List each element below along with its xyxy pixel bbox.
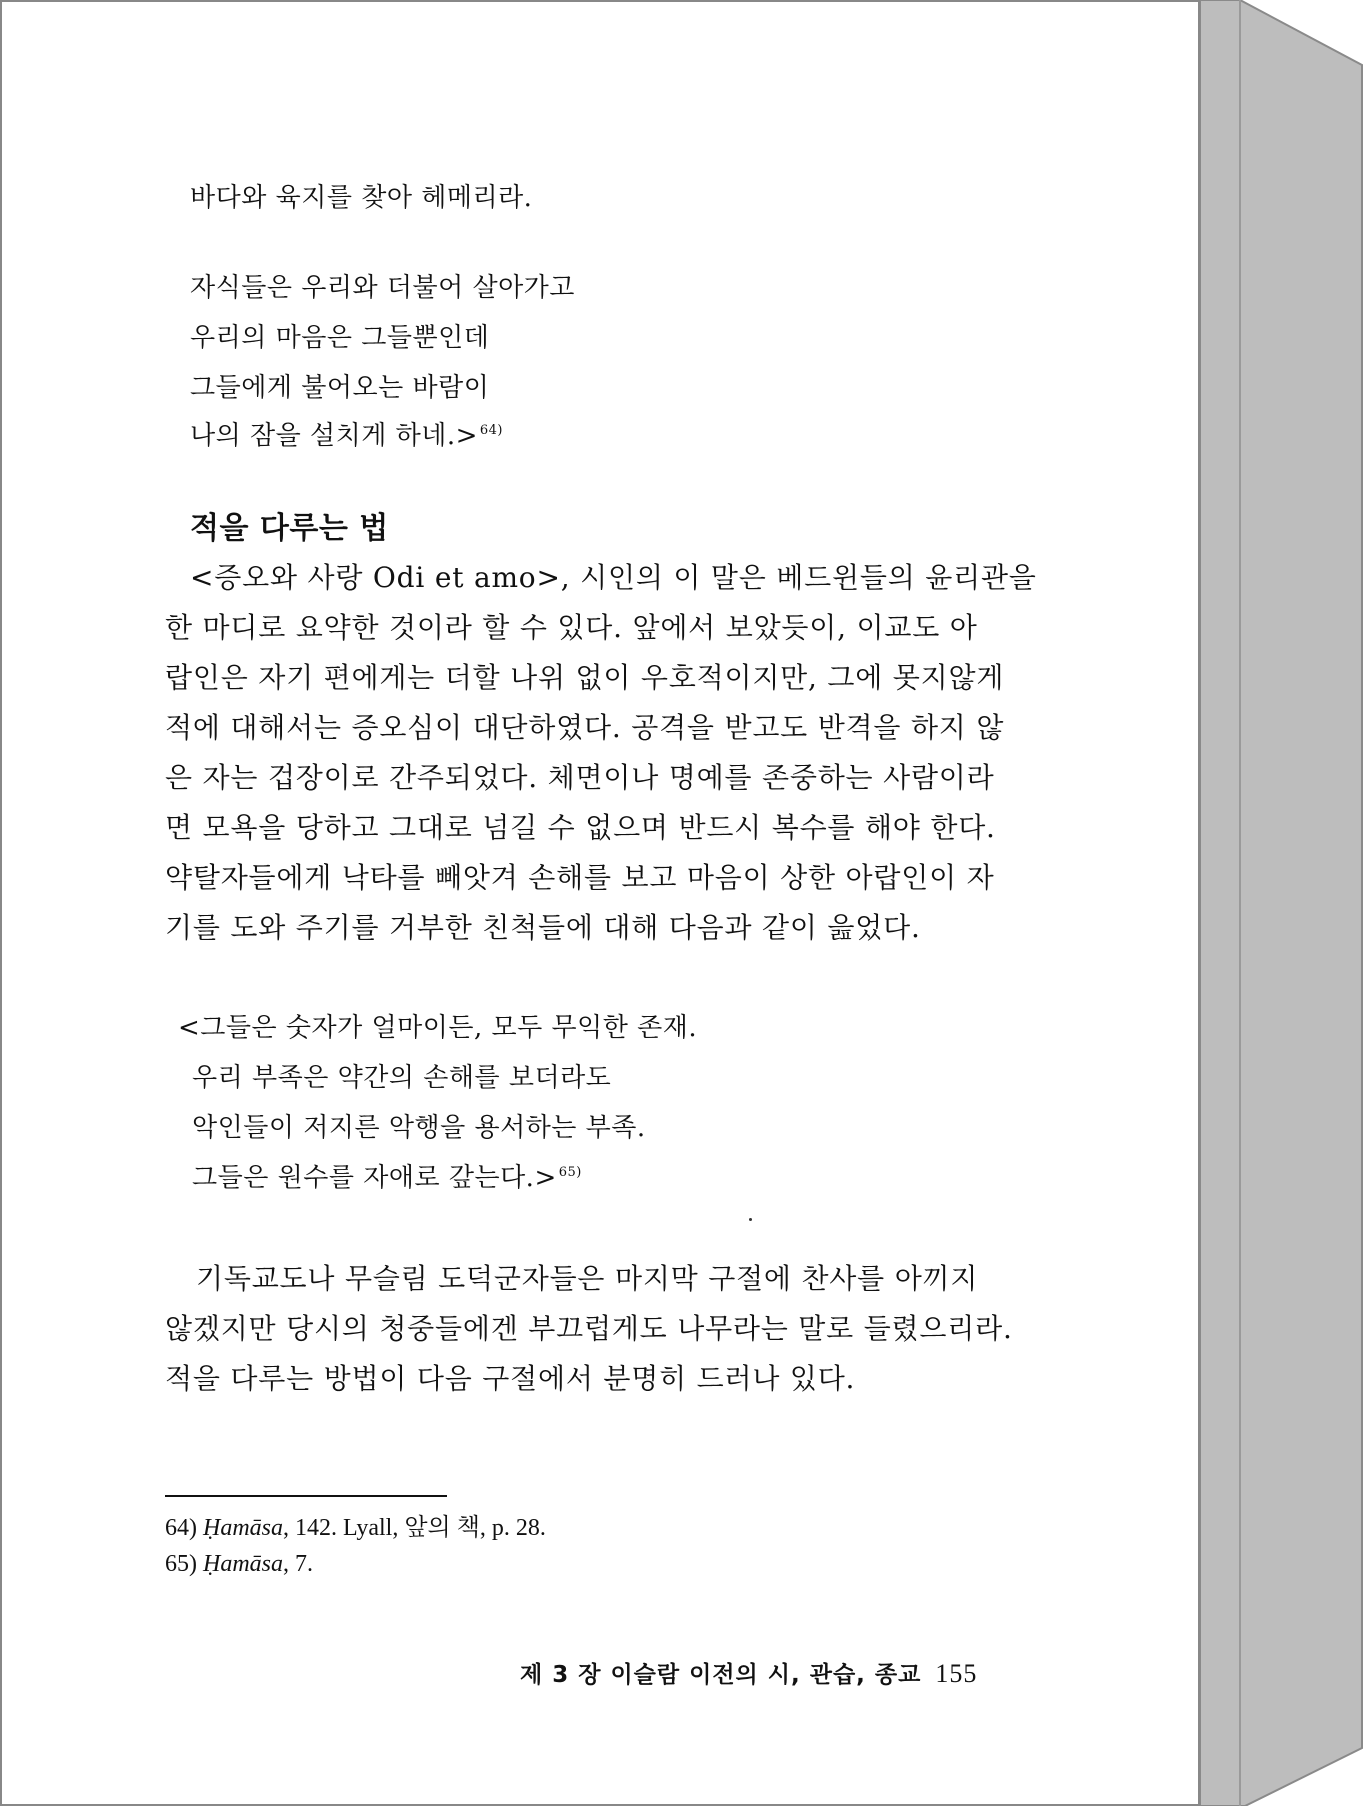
- footnote: [165, 1549, 313, 1579]
- page-edge-decoration: [1200, 0, 1367, 1806]
- running-footer: [520, 1656, 977, 1689]
- paragraph-line: 약탈자들에게 낙타를 빼앗겨 손해를 보고 마음이 상한 아랍인이 자: [165, 861, 995, 894]
- poem-line-with-footnote: [190, 419, 503, 453]
- scan-speck: [749, 1218, 752, 1221]
- paragraph-line: 은 자는 겁장이로 간주되었다. 체면이나 명예를 존중하는 사람이라: [165, 761, 995, 794]
- footnote-title: Ḥamāsa: [203, 1515, 284, 1541]
- poem-line: 나의 잠을 설치게 하네.>: [190, 421, 478, 451]
- poem-line-with-footnote: [192, 1161, 582, 1195]
- paragraph-line: <증오와 사랑 Odi et amo>, 시인의 이 말은 베드윈들의 윤리관을: [190, 561, 1037, 594]
- paragraph-line: 기독교도나 무슬림 도덕군자들은 마지막 구절에 찬사를 아끼지: [196, 1262, 979, 1295]
- poem-line: <그들은 숫자가 얼마이든, 모두 무익한 존재.: [178, 1013, 698, 1043]
- footnote-text: , 7.: [283, 1551, 314, 1577]
- section-heading: 적을 다루는 법: [190, 511, 389, 546]
- footnote-title: Ḥamāsa: [203, 1551, 284, 1577]
- paragraph-line: 랍인은 자기 편에게는 더할 나위 없이 우호적이지만, 그에 못지않게: [165, 661, 1005, 694]
- paragraph-line: 않겠지만 당시의 청중들에겐 부끄럽게도 나무라는 말로 들렸으리라.: [165, 1312, 1013, 1345]
- footnote-number: 65): [165, 1551, 197, 1577]
- footnote-ref: 65): [558, 1165, 582, 1181]
- poem-line: 우리의 마음은 그들뿐인데: [190, 323, 490, 353]
- poem-line: 자식들은 우리와 더불어 살아가고: [190, 273, 575, 303]
- paragraph-line: 면 모욕을 당하고 그대로 넘길 수 없으며 반드시 복수를 해야 한다.: [165, 811, 996, 844]
- footnote-number: 64): [165, 1515, 197, 1541]
- poem-line: 우리 부족은 약간의 손해를 보더라도: [192, 1063, 612, 1093]
- footnote-ref: 64): [479, 423, 504, 439]
- paragraph-line: 기를 도와 주기를 거부한 친척들에 대해 다음과 같이 읊었다.: [165, 911, 921, 944]
- poem-line: 바다와 육지를 찾아 헤메리라.: [190, 183, 533, 213]
- poem-line: 악인들이 저지른 악행을 용서하는 부족.: [192, 1113, 646, 1143]
- footnote-text: , 142. Lyall, 앞의 책, p. 28.: [283, 1515, 546, 1541]
- poem-line: 그들에게 불어오는 바람이: [190, 373, 490, 403]
- footnote: [165, 1513, 546, 1543]
- paragraph-line: 적에 대해서는 증오심이 대단하였다. 공격을 받고도 반격을 하지 않: [165, 711, 1005, 744]
- paragraph-line: 한 마디로 요약한 것이라 할 수 있다. 앞에서 보았듯이, 이교도 아: [165, 611, 978, 644]
- poem-line: 그들은 원수를 자애로 갚는다.>: [192, 1163, 557, 1193]
- paragraph-line: 적을 다루는 방법이 다음 구절에서 분명히 드러나 있다.: [165, 1362, 856, 1395]
- chapter-title: 제 3 장 이슬람 이전의 시, 관습, 종교: [520, 1662, 922, 1688]
- footnote-rule: [165, 1495, 447, 1497]
- page-number: 155: [935, 1659, 978, 1688]
